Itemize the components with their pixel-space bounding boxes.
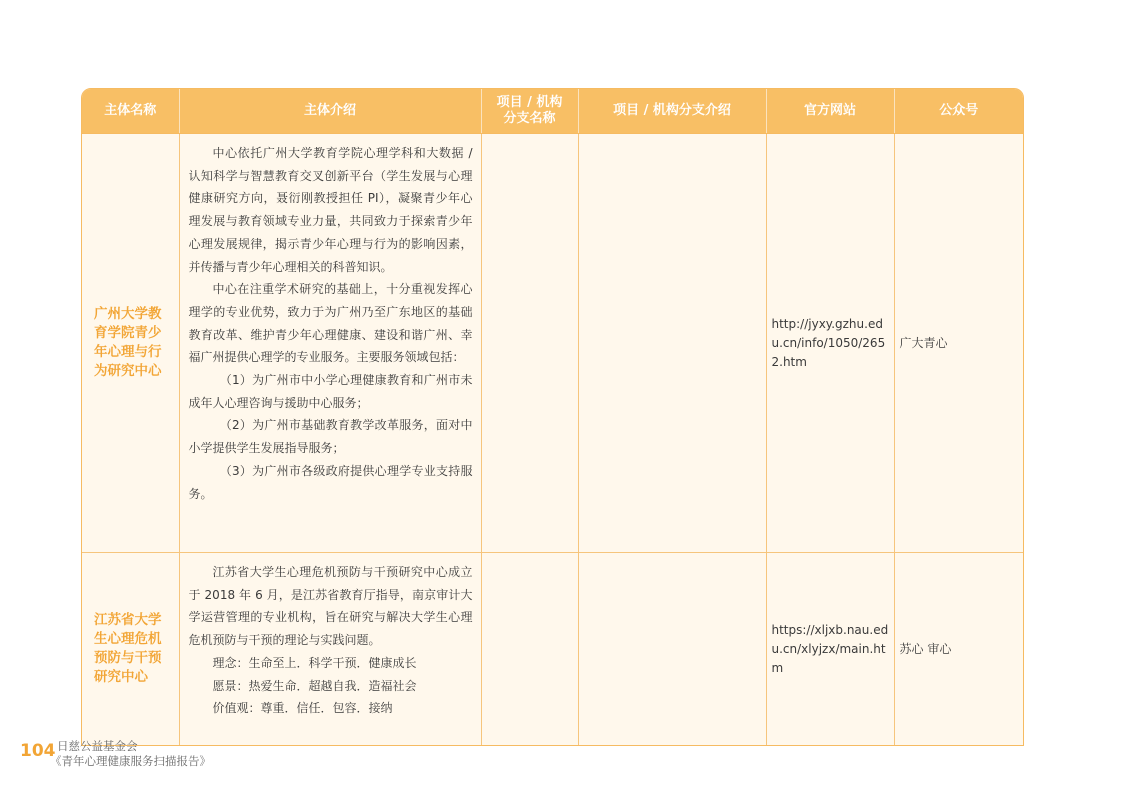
footer-report-title: 《青年心理健康服务扫描报告》 [50, 754, 211, 768]
header-website: 官方网站 [766, 89, 894, 134]
intro-paragraph: 江苏省大学生心理危机预防与干预研究中心成立于 2018 年 6 月，是江苏省教育厅指导，南京审计大学运营管理的专业机构，旨在研究与解决大学生心理危机预防与干预的理论与实践问题。 [188, 565, 473, 648]
footer-org: 日慈公益基金会 [57, 739, 138, 753]
intro-paragraph: 愿景：热爱生命．超越自我．造福社会 [212, 678, 417, 693]
header-branch-name: 项目 / 机构 分支名称 [481, 89, 578, 134]
table-row [82, 134, 1023, 553]
intro-paragraph: （3）为广州市各级政府提供心理学专业支持服务。 [188, 463, 473, 501]
intro-paragraph: 中心依托广州大学教育学院心理学科和大数据 / 认知科学与智慧教育交叉创新平台（学生发展与心理健康研究方向，聂衍刚教授担任 PI），凝聚青少年心理发展与教育领域专业力量，共同致力于探索青少年心理发展规律，揭示青少年心理与行为的影响因素，并传播与青少年心理相关的科普知识。 [188, 146, 473, 274]
branch-intro [578, 553, 766, 746]
branch-name [481, 553, 578, 746]
header-entity-intro: 主体介绍 [179, 89, 481, 134]
entity-intro [179, 553, 481, 746]
entity-name: 江苏省大学生心理危机预防与干预研究中心 [82, 553, 179, 746]
intro-paragraph: 价值观：尊重．信任．包容．接纳 [212, 701, 393, 716]
branch-intro [578, 134, 766, 553]
intro-paragraph: （1）为广州市中小学心理健康教育和广州市未成年人心理咨询与援助中心服务； [188, 373, 473, 410]
intro-paragraph: 中心在注重学术研究的基础上，十分重视发挥心理学的专业优势，致力于为广州乃至广东地区的基础教育改革、维护青少年心理健康、建设和谐广州、幸福广州提供心理学的专业服务。主要服务领域包括： [188, 282, 473, 365]
entity-name: 广州大学教育学院青少年心理与行为研究中心 [82, 134, 179, 553]
account-name: 苏心 审心 [894, 553, 1023, 746]
intro-paragraph: （2）为广州市基础教育教学改革服务，面对中小学提供学生发展指导服务； [188, 418, 473, 456]
branch-name [481, 134, 578, 553]
account-name: 广大青心 [894, 134, 1023, 553]
website-link[interactable]: https://xljxb.nau.edu.cn/xlyjzx/main.htm [766, 553, 894, 746]
entity-intro [179, 134, 481, 553]
page-number: 104 [20, 741, 56, 761]
table-header-row [82, 89, 1023, 134]
table-row [82, 553, 1023, 746]
intro-paragraph: 理念：生命至上．科学干预．健康成长 [212, 655, 417, 670]
header-entity-name: 主体名称 [82, 89, 179, 134]
service-table [81, 88, 1024, 746]
header-branch-intro: 项目 / 机构分支介绍 [578, 89, 766, 134]
website-link[interactable]: http://jyxy.gzhu.edu.cn/info/1050/2652.htm [766, 134, 894, 553]
header-account: 公众号 [894, 89, 1023, 134]
